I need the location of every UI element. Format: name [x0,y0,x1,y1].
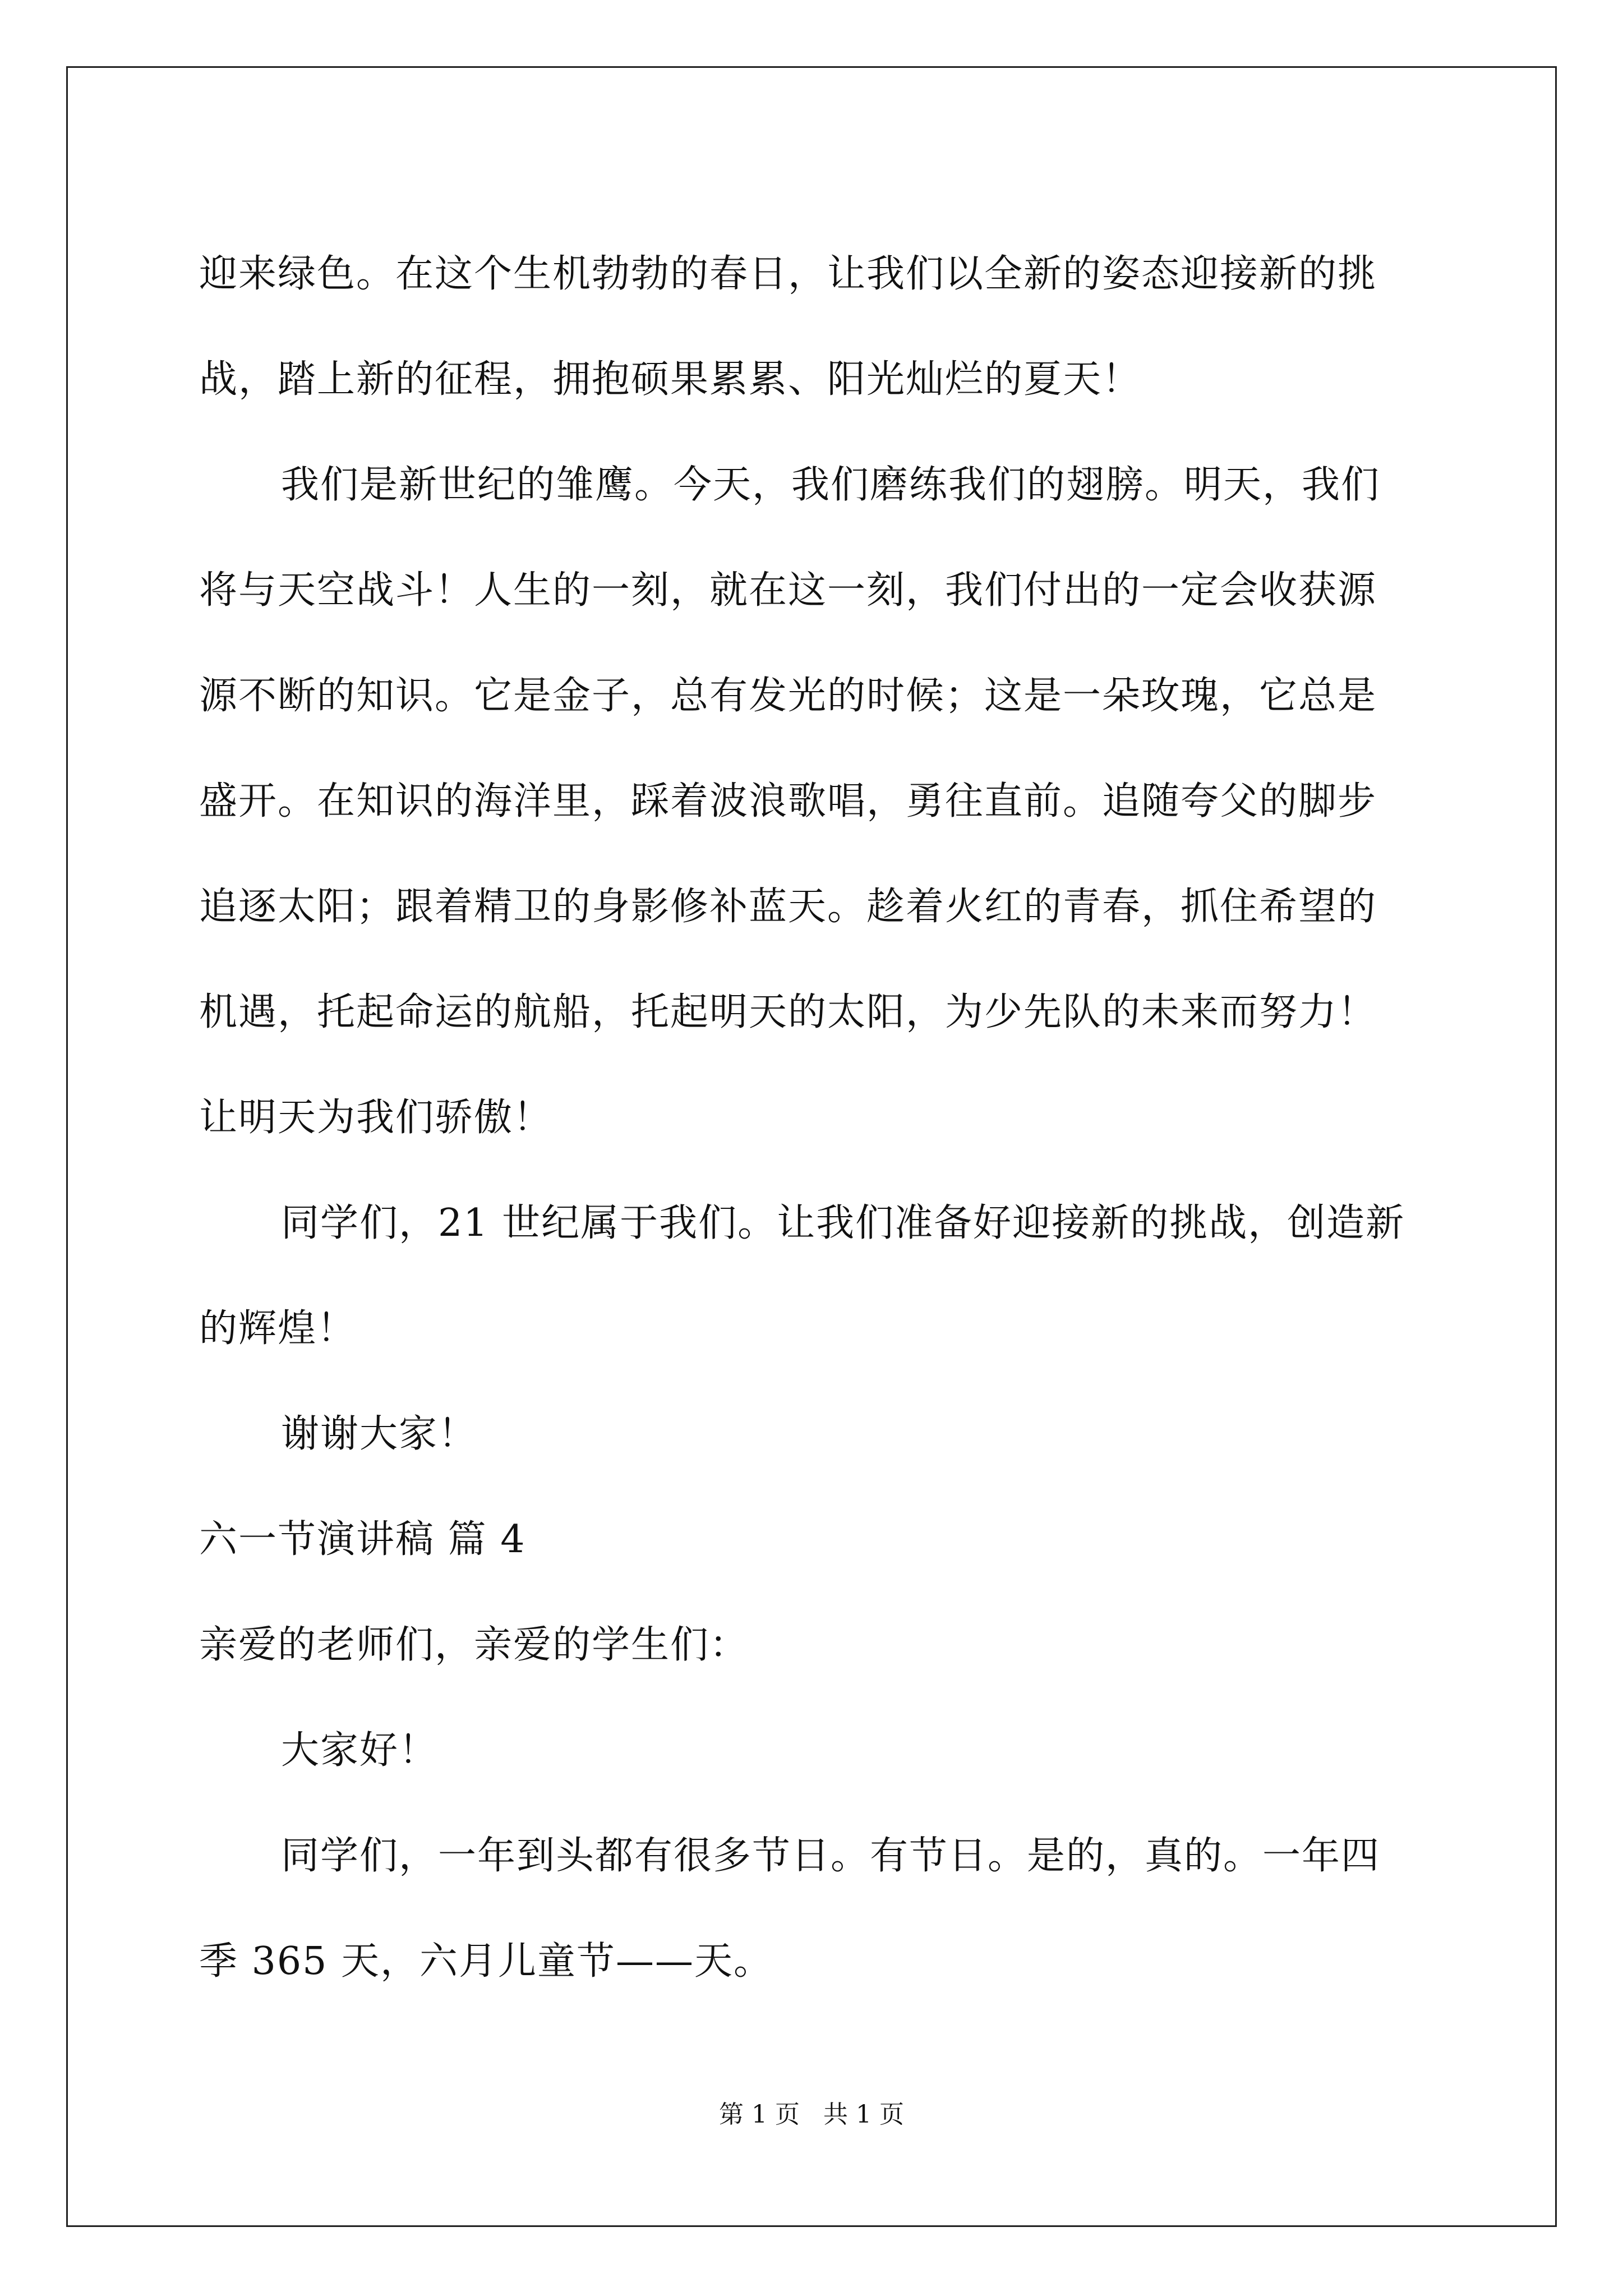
salutation: 亲爱的老师们，亲爱的学生们： [199,1623,749,1667]
text-line: 谢谢大家！ [281,1412,478,1456]
section-heading: 六一节演讲稿 篇 4 [199,1517,526,1562]
text-line: 同学们，一年到头都有很多节日。有节日。是的，真的。一年四 [281,1834,1381,1878]
text-line: 机遇，托起命运的航船，托起明天的太阳，为少先队的未来而努力！ [199,990,1377,1034]
document-body [199,222,1433,2014]
page-footer: 第 1 页 共 1 页 [719,2100,904,2129]
text-line: 追逐太阳；跟着精卫的身影修补蓝天。趁着火红的青春，抓住希望的 [199,885,1377,929]
text-line: 同学们，21 世纪属于我们。让我们准备好迎接新的挑战，创造新 [281,1201,1405,1245]
text-line: 让明天为我们骄傲！ [199,1096,553,1140]
text-line: 的辉煌！ [199,1306,357,1351]
text-line: 源不断的知识。它是金子，总有发光的时候；这是一朵玫瑰，它总是 [199,674,1377,718]
text-line: 迎来绿色。在这个生机勃勃的春日，让我们以全新的姿态迎接新的挑 [199,252,1377,296]
text-line: 将与天空战斗！人生的一刻，就在这一刻，我们付出的一定会收获源 [199,568,1377,613]
text-line: 盛开。在知识的海洋里，踩着波浪歌唱，勇往直前。追随夸父的脚步 [199,779,1377,823]
greeting: 大家好！ [281,1728,439,1773]
text-line: 战，踏上新的征程，拥抱硕果累累、阳光灿烂的夏天！ [199,357,1142,402]
text-line: 我们是新世纪的雏鹰。今天，我们磨练我们的翅膀。明天，我们 [281,463,1381,507]
text-line: 季 365 天，六月儿童节——天。 [199,1939,773,1984]
